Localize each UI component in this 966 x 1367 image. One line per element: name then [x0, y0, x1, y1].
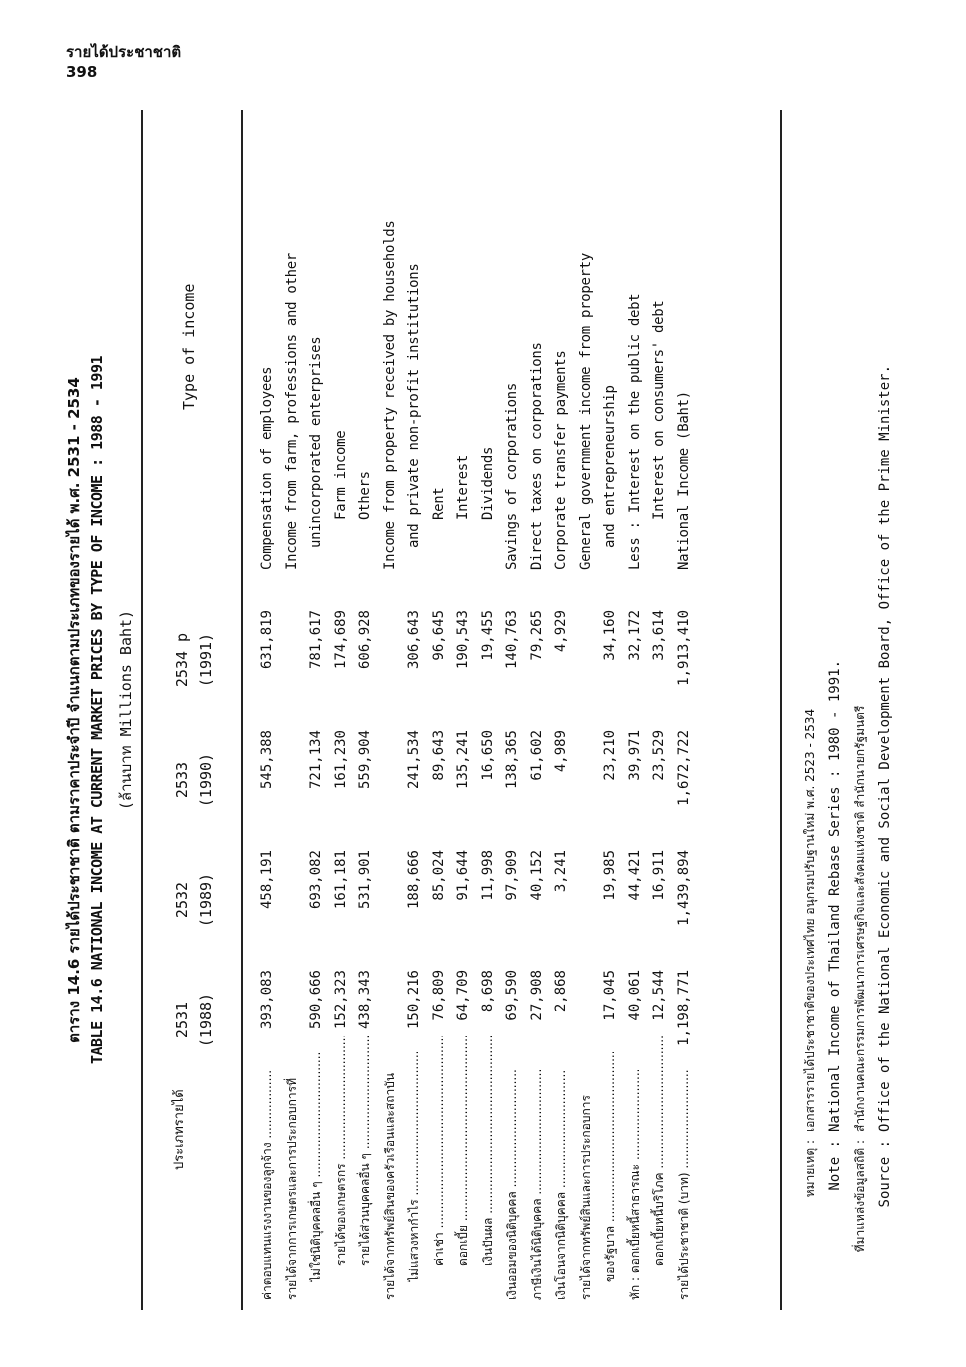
- row-value-2534-p: 34,160: [602, 610, 618, 661]
- table-row: [280, 110, 304, 1310]
- row-value-2531: 2,868: [553, 970, 569, 1013]
- row-label-thai: รายได้ของเกษตรกร .....: [329, 1036, 353, 1266]
- row-value-2534-p: 174,689: [332, 610, 349, 670]
- table-unit: (ล้านบาท Millions Baht): [117, 609, 135, 811]
- table-row: [500, 110, 524, 1310]
- row-value-2532: 531,901: [357, 850, 373, 910]
- table-row: [672, 110, 696, 1310]
- row-value-2534-p: 606,928: [357, 610, 373, 670]
- row-value-2534-p: 32,172: [626, 610, 643, 661]
- row-value-2534-p: 19,455: [479, 610, 496, 661]
- row-value-2534-p: 190,543: [455, 610, 471, 670]
- row-label-english: Interest on consumers' debt: [651, 300, 667, 520]
- source-thai: [848, 110, 872, 1310]
- table-title-english: TABLE 14.6 NATIONAL INCOME AT CURRENT MARKET PRICES BY TYPE OF INCOME : 1988 - 1991: [88, 355, 106, 1065]
- row-value-2532: 97,909: [504, 850, 520, 901]
- source-label-thai: ที่มาแหล่งข้อมูลสถิติ :: [853, 1140, 867, 1253]
- running-head: [66, 42, 181, 82]
- row-label-thai: ไม่แสวงหากำไร .....: [402, 1052, 426, 1282]
- row-value-2534-p: 781,617: [308, 610, 324, 670]
- row-label-thai: เงินโอนจากนิติบุคคล .....: [549, 1070, 573, 1300]
- row-label-thai: เงินออมของนิติบุคคล .....: [500, 1070, 524, 1300]
- row-value-2532: 458,191: [259, 850, 275, 910]
- row-value-2533: 39,971: [626, 730, 643, 781]
- row-label-english: unincorporated enterprises: [308, 336, 324, 548]
- row-value-2533: 135,241: [455, 730, 471, 790]
- header-year-1989: 2532 (1989): [173, 872, 215, 928]
- row-label-english: Corporate transfer payments: [553, 350, 569, 570]
- table-row: [353, 110, 377, 1310]
- table-row: [304, 110, 328, 1310]
- row-label-thai: ดอกเบี้ย .....: [451, 1036, 475, 1266]
- row-label-english: Income from property received by households: [381, 220, 398, 570]
- row-value-2532: 3,241: [553, 850, 569, 893]
- row-value-2533: 61,602: [528, 730, 545, 781]
- bottom-rule: [780, 110, 782, 1310]
- row-value-2534-p: 1,913,410: [675, 610, 692, 686]
- row-value-2534-p: 96,645: [430, 610, 447, 661]
- row-value-2533: 23,529: [651, 730, 667, 781]
- row-label-thai: รายได้ส่วนบุคคลอื่น ๆ .....: [353, 1036, 377, 1266]
- row-label-thai: รายได้จากทรัพย์สินของครัวเรือนและสถาบัน: [382, 1072, 397, 1300]
- row-label-english: and private non-profit institutions: [406, 263, 422, 548]
- rotated-table-page: [60, 110, 893, 1310]
- note-text-thai: เอกสารรายได้ประชาชาติของประเทศไทย อนุกรมปรับฐานใหม่ พ.ศ. 2523 - 2534: [803, 708, 817, 1132]
- header-rule: [241, 110, 243, 1310]
- row-value-2534-p: 631,819: [259, 610, 275, 670]
- row-value-2533: 545,388: [259, 730, 275, 790]
- note-label-thai: หมายเหตุ :: [803, 1140, 817, 1198]
- row-value-2533: 23,210: [602, 730, 618, 781]
- table-row: [623, 110, 647, 1310]
- table-row: [574, 110, 598, 1310]
- table-row: [647, 110, 671, 1310]
- row-label-english: and entrepreneurship: [602, 385, 618, 548]
- row-value-2533: 89,643: [430, 730, 447, 781]
- row-value-2533: 241,534: [406, 730, 422, 790]
- row-value-2531: 69,590: [504, 970, 520, 1021]
- table-row: [549, 110, 573, 1310]
- row-value-2534-p: 79,265: [528, 610, 545, 661]
- table-row: [378, 110, 402, 1310]
- row-value-2532: 40,152: [528, 850, 545, 901]
- row-label-thai: หัก : ดอกเบี้ยหนี้สาธารณะ .....: [623, 1070, 647, 1300]
- row-value-2533: 559,904: [357, 730, 373, 790]
- row-label-thai: ค่าเช่า .....: [427, 1036, 451, 1266]
- row-label-english: Income from farm, professions and other: [283, 252, 300, 570]
- row-label-english: Dividends: [479, 446, 496, 520]
- header-year-1990: 2533 (1990): [173, 752, 215, 808]
- row-value-2532: 188,666: [406, 850, 422, 910]
- table-row: [329, 110, 353, 1310]
- row-value-2533: 16,650: [479, 730, 496, 781]
- row-label-thai: ภาษีเงินได้นิติบุคคล .....: [525, 1070, 549, 1300]
- row-label-english: Rent: [430, 487, 447, 520]
- note-english: [823, 110, 847, 1310]
- row-value-2532: 16,911: [651, 850, 667, 901]
- row-value-2531: 152,323: [332, 970, 349, 1030]
- row-value-2531: 393,083: [259, 970, 275, 1030]
- row-value-2534-p: 4,929: [553, 610, 569, 653]
- row-value-2533: 1,672,722: [675, 730, 692, 806]
- note-thai: [798, 110, 822, 1310]
- row-value-2532: 44,421: [626, 850, 643, 901]
- row-label-thai: ของรัฐบาล .....: [598, 1052, 622, 1282]
- row-value-2532: 693,082: [308, 850, 324, 910]
- row-value-2533: 721,134: [308, 730, 324, 790]
- row-label-english: National Income (Baht): [675, 391, 692, 570]
- row-value-2533: 138,365: [504, 730, 520, 790]
- table-row: [255, 110, 279, 1310]
- row-label-english: Others: [357, 471, 373, 520]
- table-row: [451, 110, 475, 1310]
- row-label-thai: รายได้จากการเกษตรและการประกอบการที่: [284, 1078, 299, 1300]
- row-label-thai: เงินปันผล .....: [476, 1036, 500, 1266]
- source-english: [873, 110, 897, 1310]
- row-value-2531: 40,061: [626, 970, 643, 1021]
- header-year-1991: 2534 p (1991): [173, 632, 215, 688]
- row-label-english: Savings of corporations: [504, 383, 520, 570]
- row-value-2531: 17,045: [602, 970, 618, 1021]
- row-label-thai: รายได้จากทรัพย์สินและการประกอบการ: [578, 1095, 593, 1300]
- row-value-2534-p: 140,763: [504, 610, 520, 670]
- row-label-english: General government income from property: [577, 252, 594, 570]
- row-value-2531: 76,809: [430, 970, 447, 1021]
- row-label-english: Farm income: [332, 430, 349, 520]
- row-label-thai: รายได้ประชาชาติ (บาท) .....: [672, 1070, 696, 1300]
- row-value-2532: 91,644: [455, 850, 471, 901]
- row-value-2534-p: 33,614: [651, 610, 667, 661]
- table-row: [427, 110, 451, 1310]
- row-label-thai: ไม่ใช่นิติบุคคลอื่น ๆ .....: [304, 1052, 328, 1282]
- note-text-english: National Income of Thailand Rebase Series : 1980 - 1991.: [827, 659, 843, 1132]
- row-value-2534-p: 306,643: [406, 610, 422, 670]
- row-value-2531: 8,698: [479, 970, 496, 1013]
- row-value-2533: 161,230: [332, 730, 349, 790]
- source-text-thai: สำนักงานคณะกรรมการพัฒนาการเศรษฐกิจและสังคมแห่งชาติ สำนักนายกรัฐมนตรี: [853, 705, 867, 1132]
- row-value-2531: 64,709: [455, 970, 471, 1021]
- row-value-2532: 1,439,894: [675, 850, 692, 926]
- row-label-english: Direct taxes on corporations: [528, 342, 545, 570]
- row-label-english: Interest: [455, 454, 471, 520]
- row-value-2531: 590,666: [308, 970, 324, 1030]
- row-value-2531: 27,908: [528, 970, 545, 1021]
- header-income-type-thai: ประเภทรายได้: [172, 1089, 187, 1170]
- table-row: [525, 110, 549, 1310]
- row-value-2532: 161,181: [332, 850, 349, 910]
- page-number: 398: [66, 63, 98, 81]
- row-value-2532: 11,998: [479, 850, 496, 901]
- row-value-2532: 19,985: [602, 850, 618, 901]
- row-value-2531: 1,198,771: [675, 970, 692, 1046]
- header-year-1988: 2531 (1988): [173, 992, 215, 1048]
- note-label-english: Note :: [827, 1140, 843, 1191]
- table-title-thai: ตาราง 14.6 รายได้ประชาชาติ ตามราคาประจำปี จำแนกตามประเภทของรายได้ พ.ศ. 2531 - 2534: [65, 377, 83, 1043]
- running-title: รายได้ประชาชาติ: [66, 43, 182, 61]
- table-row: [402, 110, 426, 1310]
- top-rule: [141, 110, 143, 1310]
- table-row: [476, 110, 500, 1310]
- header-income-type-english: Type of income: [180, 283, 198, 410]
- row-value-2531: 150,216: [406, 970, 422, 1030]
- source-text-english: Office of the National Economic and Social Development Board, Office of the Prime Minister.: [877, 364, 893, 1132]
- source-label-english: Source :: [877, 1140, 893, 1208]
- row-label-english: Compensation of employees: [259, 366, 275, 570]
- row-label-thai: ดอกเบี้ยหนี้บริโภค .....: [647, 1036, 671, 1266]
- row-label-english: Less : Interest on the public debt: [626, 293, 643, 570]
- row-value-2532: 85,024: [430, 850, 447, 901]
- table-row: [598, 110, 622, 1310]
- row-value-2531: 438,343: [357, 970, 373, 1030]
- row-value-2533: 4,989: [553, 730, 569, 773]
- row-label-thai: ค่าตอบแทนแรงงานของลูกจ้าง .....: [255, 1070, 279, 1300]
- row-value-2531: 12,544: [651, 970, 667, 1021]
